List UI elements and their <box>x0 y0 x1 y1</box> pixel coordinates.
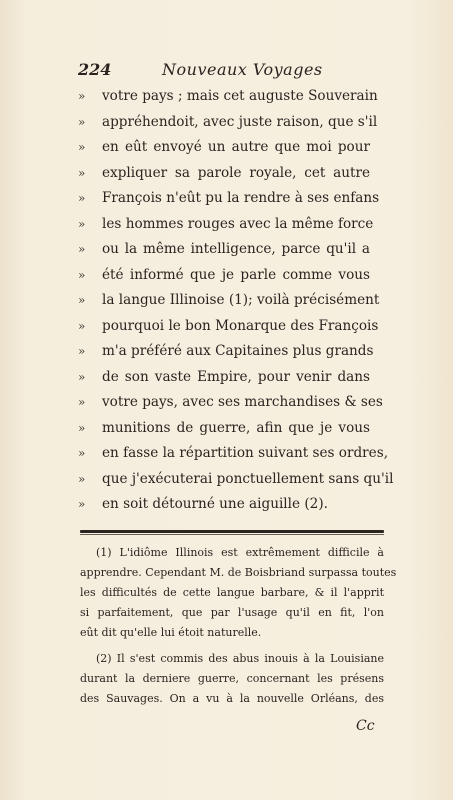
text-line <box>72 288 380 314</box>
line-text: munitions de guerre, afin que je vous <box>102 419 370 436</box>
running-title: Nouveaux Voyages <box>162 60 323 79</box>
footnote-line: (1) L'idiôme Illinois est extrêmement difficile à <box>96 546 384 559</box>
footnote-line: durant la derniere guerre, concernant les présens <box>80 672 384 685</box>
text-line <box>72 237 372 263</box>
line-text: expliquer sa parole royale, cet autre <box>102 164 370 181</box>
quote-mark: » <box>78 89 86 103</box>
text-line <box>72 263 372 289</box>
quote-mark: » <box>78 369 86 384</box>
main-text <box>72 84 394 518</box>
line-text: de son vaste Empire, pour venir dans <box>102 368 370 385</box>
footnote-line: (2) Il s'est commis des abus inouis à la Louisiane <box>96 652 384 665</box>
text-line <box>72 186 380 212</box>
quote-mark: » <box>78 446 86 460</box>
text-line <box>72 441 389 467</box>
footnote-line: apprendre. Cependant M. de Boisbriand surpassa toutes <box>80 566 397 579</box>
footnote-line: eût dit qu'elle lui étoit naturelle. <box>80 626 262 639</box>
line-text: François n'eût pu la rendre à ses enfans <box>102 190 380 206</box>
text-line <box>72 339 372 365</box>
quote-mark: » <box>78 318 86 333</box>
signature-mark: Cc <box>356 718 375 734</box>
footnote-line: les difficultés de cette langue barbare, & il l'apprit <box>80 586 384 599</box>
quote-mark: » <box>78 293 86 307</box>
quote-mark: » <box>78 497 86 511</box>
quote-mark: » <box>78 420 86 435</box>
quote-mark: » <box>78 165 86 180</box>
quote-mark: » <box>78 140 86 154</box>
quote-mark: » <box>78 267 86 282</box>
line-text: en fasse la répartition suivant ses ordres, <box>102 445 389 461</box>
page-header <box>72 60 362 82</box>
page-number: 224 <box>78 60 112 79</box>
line-text: appréhendoit, avec juste raison, que s'il <box>102 113 378 130</box>
footnote-separator <box>80 530 384 533</box>
text-line <box>72 110 378 136</box>
quote-mark: » <box>78 242 86 256</box>
quote-mark: » <box>78 191 86 205</box>
line-text: pourquoi le bon Monarque des François <box>102 317 379 334</box>
quote-mark: » <box>78 216 86 231</box>
text-line <box>72 365 372 391</box>
quote-mark: » <box>78 471 86 486</box>
footnotes <box>80 543 397 709</box>
line-text: en soit détourné une aiguille (2). <box>102 496 328 512</box>
quote-mark: » <box>78 395 86 409</box>
line-text: été informé que je parle comme vous <box>102 266 370 283</box>
line-text: en eût envoyé un autre que moi pour <box>102 139 370 155</box>
quote-mark: » <box>78 344 86 358</box>
text-line <box>72 416 372 442</box>
text-line <box>72 492 372 518</box>
text-line <box>72 84 378 110</box>
line-text: votre pays ; mais cet auguste Souverain <box>102 88 378 104</box>
line-text: les hommes rouges avec la même force <box>102 215 374 232</box>
line-text: m'a préféré aux Capitaines plus grands <box>102 343 374 359</box>
line-text: ou la même intelligence, parce qu'il a <box>102 241 370 257</box>
text-line <box>72 161 372 187</box>
text-line <box>72 390 383 416</box>
line-text: que j'exécuterai ponctuellement sans qu'il <box>102 470 394 487</box>
footnote-line: si parfaitement, que par l'usage qu'il en fit, l'on <box>80 606 384 619</box>
text-line <box>72 467 394 493</box>
text-line <box>72 212 372 238</box>
quote-mark: » <box>78 114 86 129</box>
line-text: votre pays, avec ses marchandises & ses <box>102 394 383 410</box>
text-line <box>72 314 379 340</box>
footnote-line: des Sauvages. On a vu à la nouvelle Orléans, des <box>80 692 384 705</box>
line-text: la langue Illinoise (1); voilà précisément <box>102 292 380 308</box>
text-line <box>72 135 372 161</box>
